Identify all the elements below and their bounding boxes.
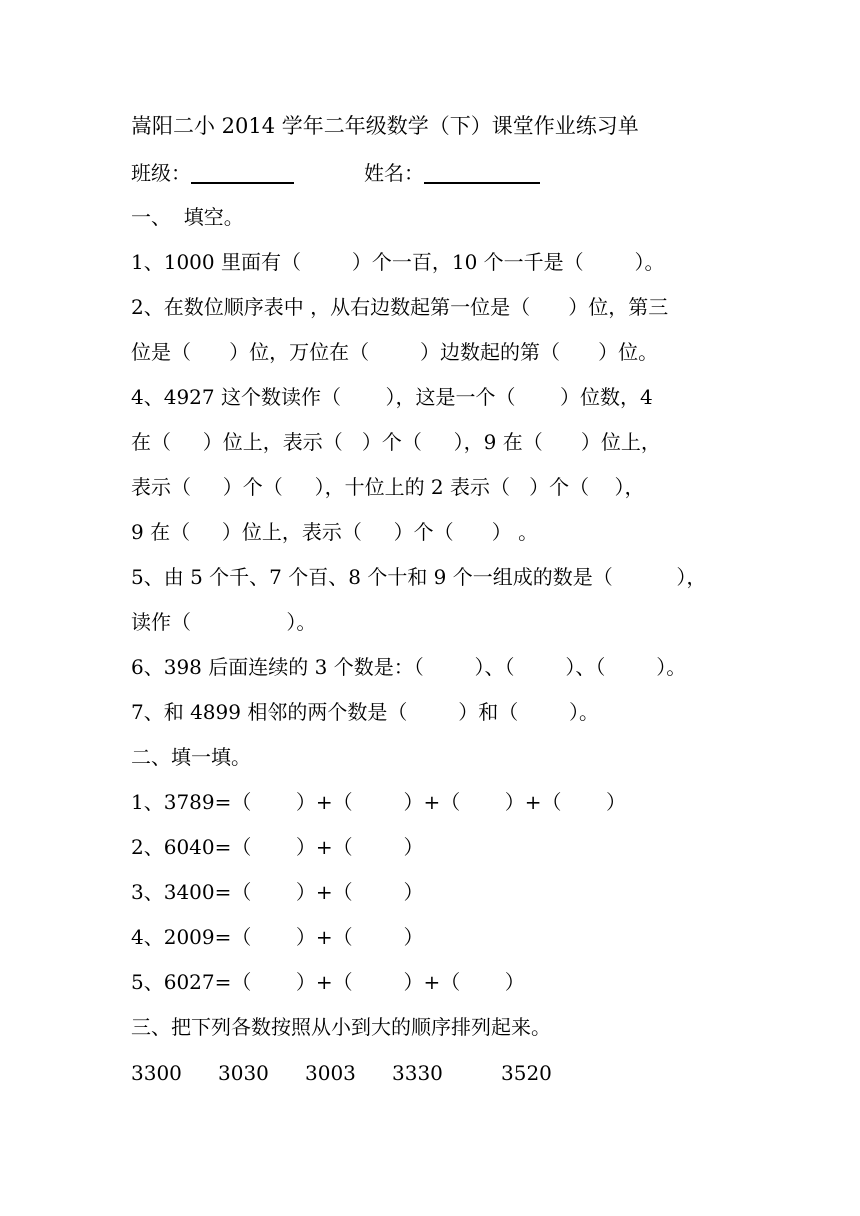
worksheet-title: 嵩阳二小 2014 学年二年级数学（下）课堂作业练习单 bbox=[131, 114, 639, 138]
number-item: 3520 bbox=[501, 1061, 552, 1085]
name-label: 姓名： bbox=[364, 161, 424, 185]
number-item: 3300 bbox=[131, 1061, 182, 1085]
question-line: 1、1000 里面有（ ）个一百，10 个一千是（ ）。 bbox=[131, 250, 665, 274]
question-line: 位是（ ）位，万位在（ ）边数起的第（ ）位。 bbox=[131, 340, 659, 364]
question-line: 表示（ ）个（ ），十位上的 2 表示（ ）个（ ）， bbox=[131, 475, 645, 499]
question-line: 1、3789=（ ）+（ ）+（ ）+（ ） bbox=[131, 790, 627, 814]
name-blank[interactable] bbox=[424, 160, 540, 184]
question-line: 读作（ ）。 bbox=[131, 610, 317, 634]
class-label: 班级： bbox=[131, 161, 191, 185]
class-blank[interactable] bbox=[191, 160, 294, 184]
section1-heading: 一、 填空。 bbox=[131, 205, 244, 229]
question-line: 2、6040=（ ）+（ ） bbox=[131, 835, 424, 859]
question-line: 9 在（ ）位上，表示（ ）个（ ） 。 bbox=[131, 520, 539, 544]
number-item: 3030 bbox=[218, 1061, 269, 1085]
number-item: 3003 bbox=[305, 1061, 356, 1085]
section2-heading: 二、填一填。 bbox=[131, 745, 251, 769]
question-line: 4、4927 这个数读作（ ），这是一个（ ）位数，4 bbox=[131, 385, 653, 409]
number-list bbox=[131, 1061, 552, 1085]
question-line: 2、在数位顺序表中 ，从右边数起第一位是（ ）位，第三 bbox=[131, 295, 669, 319]
question-line: 5、由 5 个千、7 个百、8 个十和 9 个一组成的数是（ ）， bbox=[131, 565, 707, 589]
question-line: 在（ ）位上，表示（ ）个（ ），9 在（ ）位上， bbox=[131, 430, 661, 454]
question-line: 4、2009=（ ）+（ ） bbox=[131, 925, 424, 949]
number-item: 3330 bbox=[392, 1061, 443, 1085]
question-line: 7、和 4899 相邻的两个数是（ ）和（ ）。 bbox=[131, 700, 600, 724]
question-line: 6、398 后面连续的 3 个数是：（ ）、（ ）、（ ）。 bbox=[131, 655, 687, 679]
question-line: 3、3400=（ ）+（ ） bbox=[131, 880, 424, 904]
student-info-row bbox=[131, 160, 540, 185]
section3-heading: 三、把下列各数按照从小到大的顺序排列起来。 bbox=[131, 1015, 551, 1039]
question-line: 5、6027=（ ）+（ ）+（ ） bbox=[131, 970, 525, 994]
